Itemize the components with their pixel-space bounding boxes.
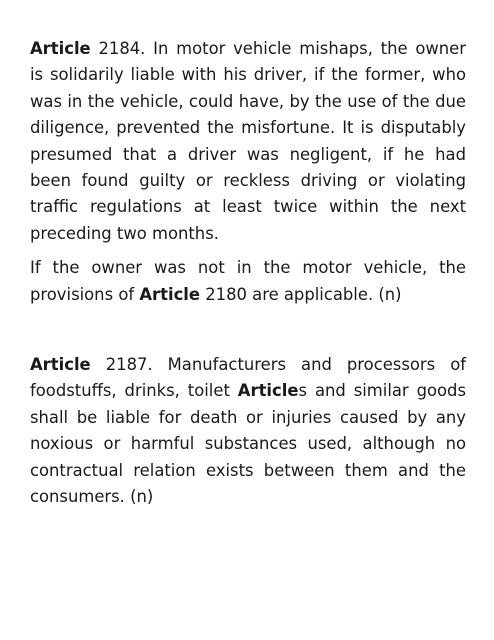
article-2184-continued-text-after: 2180 are applicable. (n)	[200, 284, 402, 304]
article-2187-text-before: 2187. Manufacturers and processors of foodstuffs, drinks, toilet	[30, 355, 466, 401]
article-2184-continued-paragraph	[30, 255, 466, 308]
article-keyword: Article	[30, 355, 91, 375]
article-2184-continued-text-before: If the owner was not in the motor vehicle, the provisions of	[30, 258, 466, 304]
document-page	[30, 36, 466, 511]
article-2184-text: 2184. In motor vehicle mishaps, the owner is solidarily liable with his driver, if the former, who was in the vehicle, could have, by the use of the due diligence, prevented the misfortune. It is disputably presumed that a driver was negligent, if he had been found guilty or reckless driving or violating traffic regulations at least twice within the next preceding two months.	[30, 39, 466, 243]
article-keyword: Article	[139, 284, 201, 304]
article-keyword: Article	[30, 39, 91, 58]
article-2187-text-after: s and similar goods shall be liable for death or injuries caused by any noxious or harmful substances used, although no contractual relation exists between them and the consumers. (n)	[30, 381, 466, 507]
article-keyword-inline: Article	[237, 381, 299, 401]
article-2187-paragraph	[30, 352, 466, 510]
article-2184-paragraph	[30, 36, 466, 247]
